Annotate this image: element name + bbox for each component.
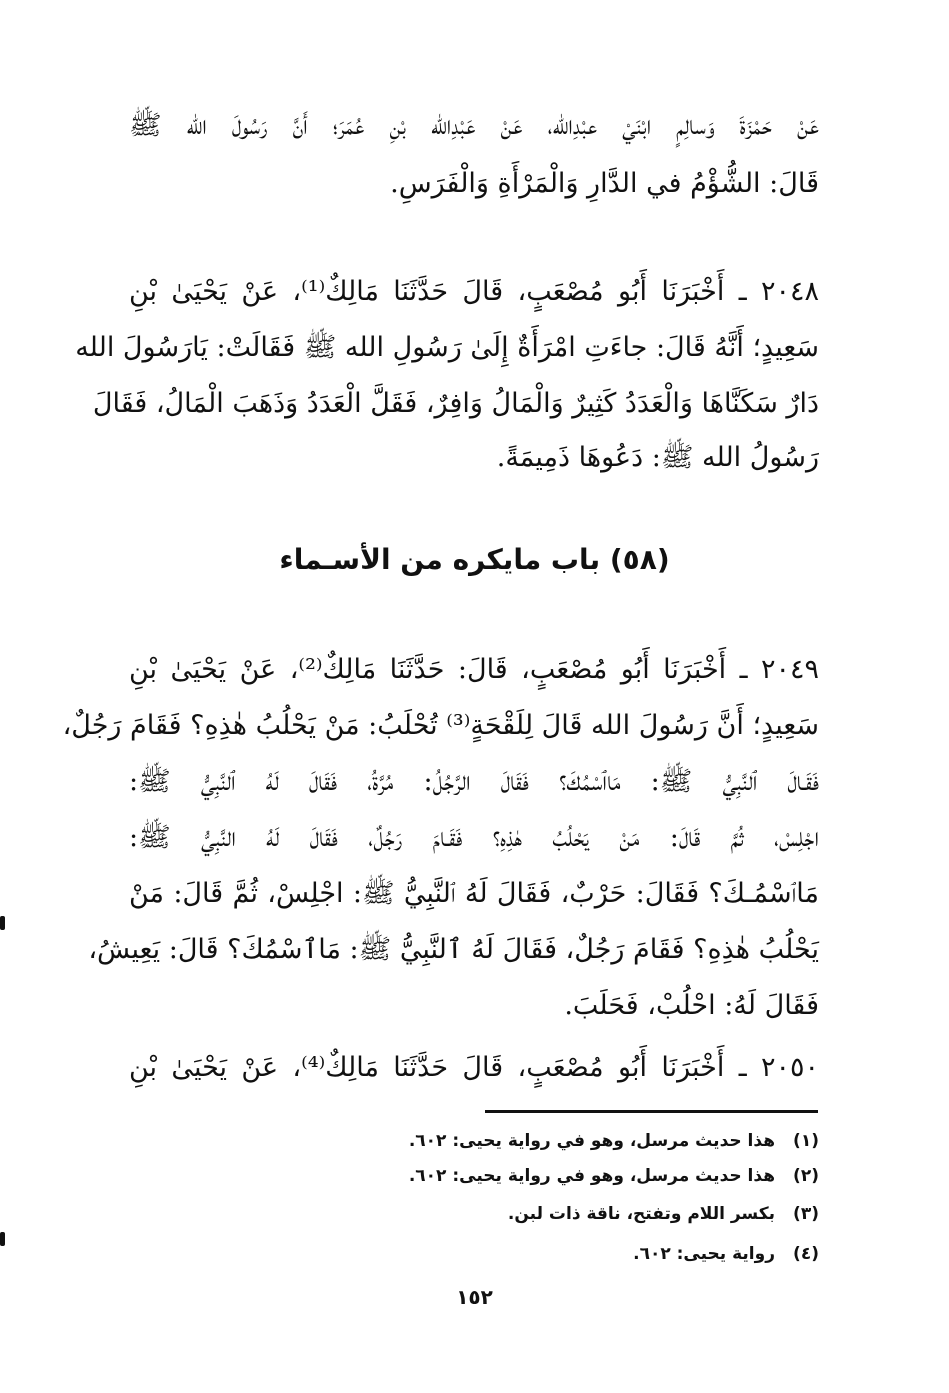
footnote bbox=[359, 1163, 819, 1191]
passage-line: عَنْ حَمْزَةَ وَسالِمٍ ابْنَيْ عبْدِالله، عَنْ عَبْدِالله بْنِ عُمَرَ؛ أَنَّ رَسُولَ الله ﷺ bbox=[129, 110, 819, 141]
footnote-text: هذا حديث مرسل، وهو في رواية يحيى: ٦٠٢. bbox=[408, 1166, 775, 1186]
hadith-2048-line: سَعِيدٍ؛ أَنَّهُ قَالَ: جاءَتِ امْرَأَةٌ إِلَىٰ رَسُولِ الله ﷺ فَقَالَتْ: يَارَسُولَ الله bbox=[75, 332, 819, 363]
footnote-rule bbox=[485, 1110, 818, 1113]
scan-mark bbox=[0, 916, 5, 930]
page-number: ١٥٢ bbox=[456, 1285, 493, 1309]
footnote-text: هذا حديث مرسل، وهو في رواية يحيى: ٦٠٢. bbox=[408, 1131, 775, 1151]
hadith-2049-line: اجْلِسْ، ثُمَّ قَالَ: مَنْ يَحْلُبُ هٰذِهِ؟ فَقَـامَ رَجُلٌ، فَقَالَ لَهُ النَّبِيُّ ﷺ: bbox=[129, 822, 819, 853]
scan-mark bbox=[0, 1232, 5, 1246]
hadith-2049-line: سَعِيدٍ؛ أَنَّ رَسُولَ الله قَالَ لِلَقْحَةٍ⁽³⁾ تُحْلَبُ: مَنْ يَحْلُبُ هٰذِهِ؟ فَقَامَ رَجُلٌ، bbox=[62, 710, 819, 741]
footnote-text: بكسر اللام وتفتح، ناقة ذات لبن. bbox=[507, 1204, 775, 1224]
footnote-number: (٣) bbox=[793, 1204, 819, 1224]
footnote bbox=[359, 1128, 819, 1156]
hadith-2048-line: ٢٠٤٨ ـ أَخْبَرَنَا أَبُو مُصْعَبٍ، قَالَ حَدَّثَنَا مَالِكٌ⁽¹⁾، عَنْ يَحْيَىٰ بْنِ bbox=[129, 276, 819, 307]
footnote bbox=[359, 1201, 819, 1229]
hadith-2049-line: مَاٱسْمُـكَ؟ فَقَالَ: حَرْبٌ، فَقَالَ لَهُ ٱلنَّبِيُّ ﷺ: اجْلِسْ، ثُمَّ قَالَ: مَنْ bbox=[129, 878, 819, 909]
hadith-2048-line: رَسُولُ الله ﷺ: دَعُوهَا ذَمِيمَةً. bbox=[496, 442, 819, 473]
footnote bbox=[359, 1241, 819, 1269]
hadith-2049-line: فَقَـالَ ٱلنَّبِيُّ ﷺ: مَاٱسْمُكَ؟ فَقَالَ الرَّجُلُ: مُرَّةُ، فَقَالَ لَهُ ٱلنَّبِيُّ ﷺ: bbox=[129, 766, 819, 797]
passage-line: قَالَ: الشُّؤْمُ في الدَّارِ وَالْمَرْأَةِ وَالْفَرَسِ. bbox=[390, 168, 819, 199]
hadith-2049-line: ٢٠٤٩ ـ أَخْبَرَنَا أَبُو مُصْعَبٍ، قَالَ: حَدَّثَنَا مَالِكٌ⁽²⁾، عَنْ يَحْيَىٰ بْنِ bbox=[129, 654, 820, 685]
footnote-number: (٤) bbox=[793, 1244, 819, 1264]
hadith-2048-line: دَارٌ سَكَنَّاهَا وَالْعَدَدُ كَثِيرٌ وَالْمَالُ وَافِرٌ، فَقَلَّ الْعَدَدُ وَذَهَبَ الْمَالُ، فَقَالَ bbox=[92, 388, 819, 419]
hadith-2049-line: فَقَالَ لَهُ: احْلُبْ، فَحَلَبَ. bbox=[564, 990, 819, 1021]
chapter-heading: (٥٨) باب مايكره من الأسـماء bbox=[279, 543, 670, 576]
footnote-text: رواية يحيى: ٦٠٢. bbox=[633, 1244, 775, 1264]
hadith-2050-line: ٢٠٥٠ ـ أَخْبَرَنَا أَبُو مُصْعَبٍ، قَالَ حَدَّثَنَا مَالِكٌ⁽⁴⁾، عَنْ يَحْيَىٰ بْنِ bbox=[129, 1052, 819, 1083]
footnote-number: (٢) bbox=[793, 1166, 819, 1186]
hadith-2049-line: يَحْلُبُ هٰذِهِ؟ فَقَامَ رَجُلٌ، فَقَالَ لَهُ ٱلنَّبِيُّ ﷺ: مَاٱسْمُكَ؟ قَالَ: يَعِيشُ، bbox=[88, 934, 819, 965]
footnote-number: (١) bbox=[793, 1131, 819, 1151]
